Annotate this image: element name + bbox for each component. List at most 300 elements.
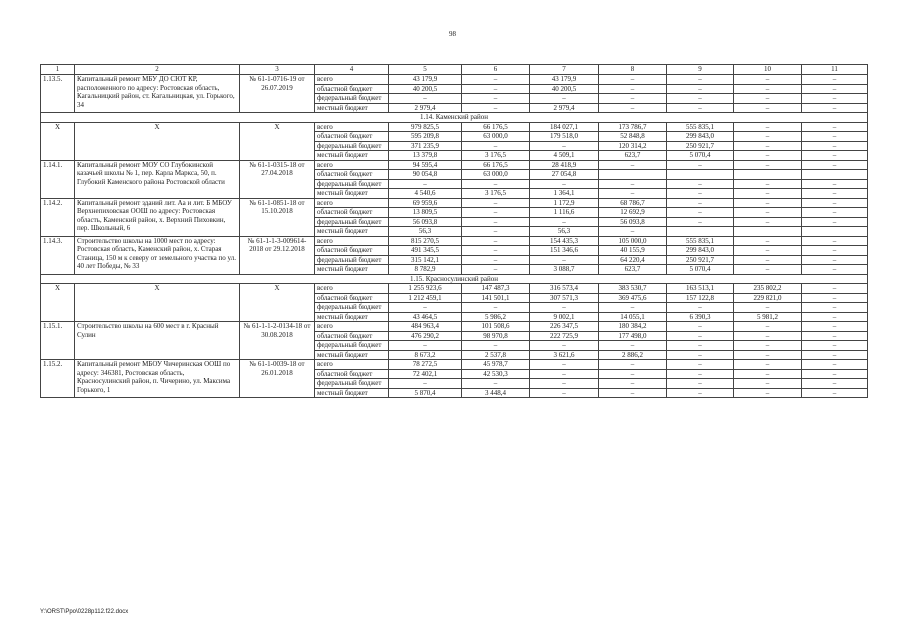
table-row	[41, 236, 868, 246]
value-cell: –	[734, 369, 802, 379]
item-number: X	[41, 284, 75, 322]
value-cell: 3 621,6	[530, 350, 599, 360]
value-cell: 6 390,3	[667, 312, 734, 322]
value-cell: –	[462, 236, 530, 246]
value-cell: 63 000,0	[462, 132, 530, 142]
item-document: № 61-1-0039-18 от 26.01.2018	[240, 360, 315, 398]
budget-label: областной бюджет	[315, 208, 389, 218]
budget-label: федеральный бюджет	[315, 179, 389, 189]
value-cell: 177 498,0	[599, 331, 667, 341]
value-cell: –	[802, 141, 868, 151]
value-cell: –	[802, 179, 868, 189]
value-cell: –	[802, 331, 868, 341]
value-cell: 13 379,8	[389, 151, 462, 161]
budget-label: областной бюджет	[315, 331, 389, 341]
value-cell: 69 959,6	[389, 198, 462, 208]
value-cell: –	[734, 350, 802, 360]
budget-label: всего	[315, 322, 389, 332]
value-cell: 5 986,2	[462, 312, 530, 322]
value-cell: 2 537,8	[462, 350, 530, 360]
value-cell: –	[389, 341, 462, 351]
value-cell: –	[734, 246, 802, 256]
value-cell: –	[389, 379, 462, 389]
column-number: 10	[734, 65, 802, 75]
value-cell: 1 172,9	[530, 198, 599, 208]
value-cell: –	[599, 388, 667, 398]
value-cell: 484 963,4	[389, 322, 462, 332]
page-number: 98	[449, 30, 456, 38]
value-cell: –	[734, 75, 802, 85]
value-cell: 56 093,8	[599, 217, 667, 227]
value-cell: –	[599, 189, 667, 199]
value-cell: 40 155,9	[599, 246, 667, 256]
value-cell: 623,7	[599, 265, 667, 275]
value-cell: –	[802, 189, 868, 199]
value-cell: –	[667, 189, 734, 199]
budget-label: федеральный бюджет	[315, 379, 389, 389]
budget-label: местный бюджет	[315, 189, 389, 199]
value-cell: 180 384,2	[599, 322, 667, 332]
value-cell: –	[802, 122, 868, 132]
value-cell: 5 070,4	[667, 151, 734, 161]
budget-label: областной бюджет	[315, 132, 389, 142]
value-cell: 90 054,8	[389, 170, 462, 180]
value-cell: –	[462, 94, 530, 104]
value-cell: –	[667, 198, 734, 208]
column-number: 4	[315, 65, 389, 75]
column-number: 2	[75, 65, 240, 75]
value-cell: –	[734, 236, 802, 246]
value-cell: 299 843,0	[667, 132, 734, 142]
value-cell: –	[462, 198, 530, 208]
value-cell: –	[462, 255, 530, 265]
value-cell: –	[734, 103, 802, 113]
item-name: Капитальный ремонт зданий лит. Аа и лит. Б МБОУ Верхнепиховская ООШ по адресу: Ростовская область, Каменский район, х. Верхний Пиховкин, пер. Школьный, 6	[75, 198, 240, 236]
value-cell: –	[802, 94, 868, 104]
value-cell: 5 070,4	[667, 265, 734, 275]
value-cell: –	[734, 217, 802, 227]
value-cell: –	[734, 94, 802, 104]
value-cell: –	[802, 341, 868, 351]
value-cell: 151 346,6	[530, 246, 599, 256]
section-row	[41, 274, 868, 284]
budget-label: федеральный бюджет	[315, 303, 389, 313]
value-cell: –	[599, 379, 667, 389]
value-cell: 5 981,2	[734, 312, 802, 322]
budget-label: областной бюджет	[315, 170, 389, 180]
table-row	[41, 360, 868, 370]
value-cell: –	[530, 255, 599, 265]
value-cell: 66 176,5	[462, 160, 530, 170]
value-cell: 101 508,6	[462, 322, 530, 332]
value-cell: –	[667, 94, 734, 104]
value-cell: 383 530,7	[599, 284, 667, 294]
value-cell: –	[734, 303, 802, 313]
value-cell: –	[530, 388, 599, 398]
value-cell: 14 055,1	[599, 312, 667, 322]
column-number: 8	[599, 65, 667, 75]
value-cell: –	[734, 360, 802, 370]
value-cell: –	[802, 379, 868, 389]
budget-label: областной бюджет	[315, 369, 389, 379]
value-cell	[667, 170, 734, 180]
budget-label: всего	[315, 122, 389, 132]
item-name: Капитальный ремонт МОУ СО Глубокинской казачьей школы № 1, пер. Карла Маркса, 50, п. Глубокий Каменского района Ростовской области	[75, 160, 240, 198]
value-cell: –	[530, 141, 599, 151]
value-cell: –	[667, 388, 734, 398]
value-cell: –	[802, 360, 868, 370]
value-cell: 222 725,9	[530, 331, 599, 341]
value-cell: –	[599, 303, 667, 313]
value-cell: 3 088,7	[530, 265, 599, 275]
value-cell: –	[667, 360, 734, 370]
file-path: Y:\ORST\Ppo\0228p112.f22.docx	[40, 609, 129, 615]
value-cell: –	[734, 341, 802, 351]
value-cell: –	[734, 189, 802, 199]
value-cell: –	[667, 350, 734, 360]
value-cell: –	[734, 379, 802, 389]
value-cell: 4 509,1	[530, 151, 599, 161]
value-cell: 979 825,5	[389, 122, 462, 132]
value-cell: 184 027,1	[530, 122, 599, 132]
column-number: 1	[41, 65, 75, 75]
value-cell: –	[389, 94, 462, 104]
value-cell: 369 475,6	[599, 293, 667, 303]
value-cell: 120 314,2	[599, 141, 667, 151]
value-cell: 141 501,1	[462, 293, 530, 303]
value-cell: 28 418,9	[530, 160, 599, 170]
value-cell: –	[802, 303, 868, 313]
item-document: № 61-1-0851-18 от 15.10.2018	[240, 198, 315, 236]
value-cell: –	[462, 84, 530, 94]
item-document: № 61-1-1-2-0134-18 от 30.08.2018	[240, 322, 315, 360]
value-cell: 2 979,4	[530, 103, 599, 113]
value-cell: –	[530, 369, 599, 379]
value-cell: –	[667, 160, 734, 170]
value-cell: 623,7	[599, 151, 667, 161]
budget-label: областной бюджет	[315, 84, 389, 94]
value-cell: 8 782,9	[389, 265, 462, 275]
value-cell: 179 518,0	[530, 132, 599, 142]
value-cell: 307 571,3	[530, 293, 599, 303]
value-cell: 105 000,0	[599, 236, 667, 246]
value-cell: 315 142,1	[389, 255, 462, 265]
value-cell: 40 200,5	[530, 84, 599, 94]
value-cell: 3 448,4	[462, 388, 530, 398]
value-cell: –	[462, 103, 530, 113]
value-cell: –	[667, 179, 734, 189]
value-cell: –	[599, 179, 667, 189]
value-cell: –	[389, 179, 462, 189]
budget-label: всего	[315, 360, 389, 370]
budget-label: местный бюджет	[315, 151, 389, 161]
value-cell: –	[530, 341, 599, 351]
value-cell: 56,3	[530, 227, 599, 237]
budget-label: областной бюджет	[315, 246, 389, 256]
value-cell: –	[667, 208, 734, 218]
value-cell: –	[802, 293, 868, 303]
value-cell: 235 802,2	[734, 284, 802, 294]
value-cell: 157 122,8	[667, 293, 734, 303]
value-cell: –	[667, 84, 734, 94]
value-cell: 45 978,7	[462, 360, 530, 370]
value-cell: 1 255 923,6	[389, 284, 462, 294]
value-cell: –	[734, 84, 802, 94]
item-document: № 61-1-1-3-009614-2018 от 29.12.2018	[240, 236, 315, 274]
value-cell: –	[802, 322, 868, 332]
value-cell: –	[462, 303, 530, 313]
section-title: 1.14. Каменский район	[41, 113, 868, 123]
value-cell: 815 270,5	[389, 236, 462, 246]
value-cell: –	[802, 255, 868, 265]
budget-label: всего	[315, 160, 389, 170]
table-row	[41, 75, 868, 85]
value-cell: 595 209,8	[389, 132, 462, 142]
value-cell: 3 176,5	[462, 151, 530, 161]
value-cell: –	[802, 265, 868, 275]
value-cell: –	[667, 331, 734, 341]
value-cell: –	[734, 322, 802, 332]
value-cell: 98 970,8	[462, 331, 530, 341]
value-cell: –	[802, 369, 868, 379]
value-cell: 226 347,5	[530, 322, 599, 332]
value-cell: –	[734, 141, 802, 151]
value-cell: –	[599, 75, 667, 85]
value-cell: –	[734, 208, 802, 218]
value-cell: –	[599, 94, 667, 104]
column-number: 7	[530, 65, 599, 75]
value-cell: –	[802, 312, 868, 322]
budget-label: местный бюджет	[315, 227, 389, 237]
value-cell: –	[462, 75, 530, 85]
budget-label: всего	[315, 284, 389, 294]
value-cell: –	[734, 132, 802, 142]
table-row	[41, 122, 868, 132]
section-title: 1.15. Красносулинский район	[41, 274, 868, 284]
value-cell: –	[802, 160, 868, 170]
budget-label: областной бюджет	[315, 293, 389, 303]
value-cell: 72 402,1	[389, 369, 462, 379]
value-cell: –	[667, 341, 734, 351]
value-cell: 9 002,1	[530, 312, 599, 322]
value-cell: –	[599, 84, 667, 94]
budget-label: федеральный бюджет	[315, 141, 389, 151]
value-cell: 66 176,5	[462, 122, 530, 132]
value-cell: –	[462, 246, 530, 256]
financing-table	[40, 64, 868, 398]
value-cell: 371 235,9	[389, 141, 462, 151]
value-cell: –	[802, 388, 868, 398]
value-cell: 13 809,5	[389, 208, 462, 218]
value-cell: –	[462, 179, 530, 189]
value-cell: 43 179,9	[389, 75, 462, 85]
value-cell	[734, 170, 802, 180]
value-cell: 27 054,8	[530, 170, 599, 180]
item-number: 1.15.2.	[41, 360, 75, 398]
value-cell: –	[530, 94, 599, 104]
value-cell: 1 364,1	[530, 189, 599, 199]
value-cell: 2 886,2	[599, 350, 667, 360]
value-cell: –	[530, 379, 599, 389]
item-number: 1.14.1.	[41, 160, 75, 198]
value-cell: 56,3	[389, 227, 462, 237]
table-row	[41, 322, 868, 332]
value-cell: 491 345,5	[389, 246, 462, 256]
value-cell: –	[462, 208, 530, 218]
value-cell: –	[667, 217, 734, 227]
value-cell: –	[802, 132, 868, 142]
item-document: X	[240, 122, 315, 160]
value-cell: –	[599, 341, 667, 351]
value-cell: 68 786,7	[599, 198, 667, 208]
value-cell: 42 530,3	[462, 369, 530, 379]
item-document: № 61-1-0716-19 от 26.07.2019	[240, 75, 315, 113]
item-name: Строительство школы на 1000 мест по адресу: Ростовская область, Каменский район, х. Старая Станица, 150 м к северу от земельного участка по ул. 40 лет Победы, № 33	[75, 236, 240, 274]
value-cell: –	[802, 236, 868, 246]
value-cell: –	[734, 265, 802, 275]
value-cell: 52 848,8	[599, 132, 667, 142]
value-cell: 163 513,1	[667, 284, 734, 294]
column-number: 3	[240, 65, 315, 75]
value-cell: –	[667, 369, 734, 379]
item-name: Капитальный ремонт МБУ ДО СЮТ КР, расположенного по адресу: Ростовская область, Кагальницкий район, ст. Кагальницкая, ул. Горького, 34	[75, 75, 240, 113]
budget-label: всего	[315, 236, 389, 246]
value-cell: 4 540,6	[389, 189, 462, 199]
value-cell	[667, 227, 734, 237]
budget-label: местный бюджет	[315, 265, 389, 275]
budget-label: федеральный бюджет	[315, 217, 389, 227]
value-cell: –	[734, 255, 802, 265]
table-row	[41, 198, 868, 208]
value-cell: 64 220,4	[599, 255, 667, 265]
value-cell: 1 116,6	[530, 208, 599, 218]
value-cell: 2 979,4	[389, 103, 462, 113]
value-cell: –	[802, 350, 868, 360]
value-cell: 299 843,0	[667, 246, 734, 256]
value-cell: 555 835,1	[667, 122, 734, 132]
value-cell: 43 179,9	[530, 75, 599, 85]
value-cell: –	[802, 103, 868, 113]
value-cell: –	[734, 331, 802, 341]
value-cell: 78 272,5	[389, 360, 462, 370]
item-number: X	[41, 122, 75, 160]
item-name: X	[75, 284, 240, 322]
item-document: X	[240, 284, 315, 322]
value-cell: 94 595,4	[389, 160, 462, 170]
value-cell: –	[599, 160, 667, 170]
value-cell: –	[389, 303, 462, 313]
value-cell: 8 673,2	[389, 350, 462, 360]
value-cell: 555 835,1	[667, 236, 734, 246]
value-cell: –	[599, 360, 667, 370]
value-cell: 173 786,7	[599, 122, 667, 132]
value-cell: –	[734, 160, 802, 170]
value-cell: –	[734, 179, 802, 189]
budget-label: федеральный бюджет	[315, 255, 389, 265]
value-cell: –	[667, 322, 734, 332]
value-cell: 56 093,8	[389, 217, 462, 227]
item-number: 1.14.2.	[41, 198, 75, 236]
value-cell: –	[734, 198, 802, 208]
budget-label: федеральный бюджет	[315, 94, 389, 104]
budget-label: местный бюджет	[315, 350, 389, 360]
column-number: 9	[667, 65, 734, 75]
value-cell: 1 212 459,1	[389, 293, 462, 303]
item-name: X	[75, 122, 240, 160]
value-cell: –	[734, 122, 802, 132]
value-cell: 476 290,2	[389, 331, 462, 341]
value-cell: –	[667, 303, 734, 313]
budget-label: местный бюджет	[315, 103, 389, 113]
item-number: 1.15.1.	[41, 322, 75, 360]
value-cell: –	[802, 151, 868, 161]
value-cell: –	[734, 388, 802, 398]
value-cell: –	[667, 75, 734, 85]
value-cell: 147 487,3	[462, 284, 530, 294]
column-number-row	[41, 65, 868, 75]
item-name: Капитальный ремонт МБОУ Чичеринская ООШ по адресу: 346381, Ростовская область, Красносулинский район, п. Чичерино, ул. Максима Горького, 1	[75, 360, 240, 398]
value-cell	[599, 170, 667, 180]
item-number: 1.14.3.	[41, 236, 75, 274]
value-cell: 63 000,0	[462, 170, 530, 180]
value-cell: –	[599, 227, 667, 237]
item-number: 1.13.5.	[41, 75, 75, 113]
value-cell: –	[462, 265, 530, 275]
value-cell: –	[802, 75, 868, 85]
value-cell: –	[802, 198, 868, 208]
value-cell: 250 921,7	[667, 141, 734, 151]
value-cell: 229 821,0	[734, 293, 802, 303]
value-cell: 3 176,5	[462, 189, 530, 199]
value-cell: –	[530, 217, 599, 227]
value-cell: –	[530, 303, 599, 313]
value-cell: –	[802, 208, 868, 218]
budget-label: федеральный бюджет	[315, 341, 389, 351]
value-cell: 12 692,9	[599, 208, 667, 218]
value-cell: –	[667, 103, 734, 113]
value-cell: 5 870,4	[389, 388, 462, 398]
value-cell: –	[667, 379, 734, 389]
value-cell	[734, 227, 802, 237]
value-cell: –	[802, 84, 868, 94]
value-cell: 316 573,4	[530, 284, 599, 294]
table-row	[41, 284, 868, 294]
value-cell: –	[462, 341, 530, 351]
value-cell: –	[462, 227, 530, 237]
value-cell	[802, 227, 868, 237]
value-cell: –	[802, 217, 868, 227]
value-cell: 40 200,5	[389, 84, 462, 94]
budget-label: местный бюджет	[315, 388, 389, 398]
budget-label: всего	[315, 75, 389, 85]
value-cell: –	[462, 217, 530, 227]
item-name: Строительство школы на 600 мест в г. Красный Сулин	[75, 322, 240, 360]
value-cell: 43 464,5	[389, 312, 462, 322]
value-cell: 250 921,7	[667, 255, 734, 265]
value-cell: –	[462, 379, 530, 389]
section-row	[41, 113, 868, 123]
column-number: 11	[802, 65, 868, 75]
budget-label: местный бюджет	[315, 312, 389, 322]
value-cell: –	[734, 151, 802, 161]
value-cell	[802, 170, 868, 180]
value-cell: –	[530, 179, 599, 189]
column-number: 6	[462, 65, 530, 75]
value-cell: 154 435,3	[530, 236, 599, 246]
value-cell: –	[462, 141, 530, 151]
value-cell: –	[530, 360, 599, 370]
value-cell: –	[802, 246, 868, 256]
